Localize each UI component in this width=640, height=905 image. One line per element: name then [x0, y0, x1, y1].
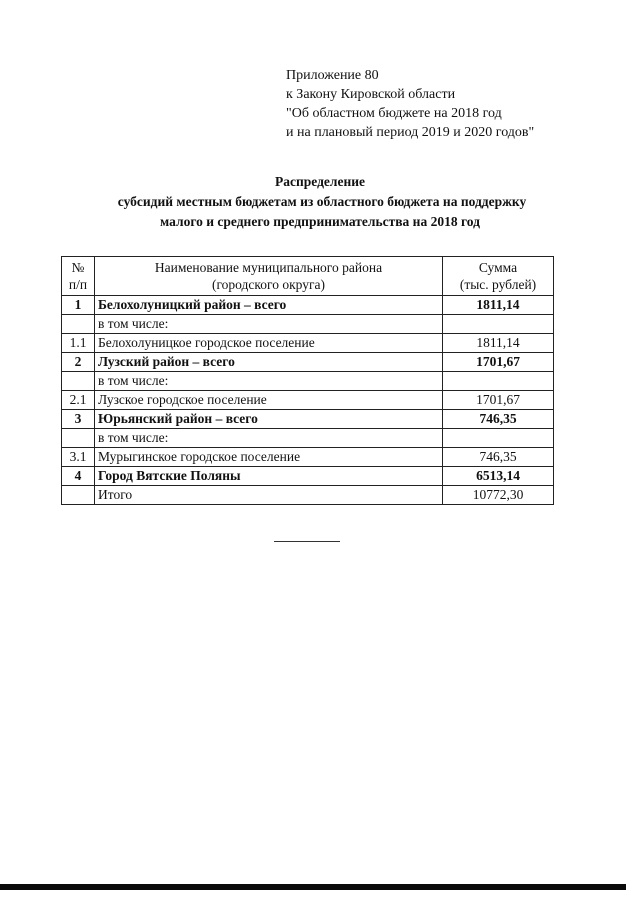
header-sum-line2: (тыс. рублей)	[459, 277, 537, 292]
appendix-law: к Закону Кировской области	[286, 87, 456, 102]
row-sum: 1811,14	[443, 334, 554, 353]
row-name: в том числе:	[95, 429, 443, 448]
table-row	[62, 448, 554, 467]
row-number	[62, 486, 95, 505]
row-number: 4	[62, 467, 95, 486]
row-number	[62, 372, 95, 391]
row-number	[62, 315, 95, 334]
row-sum: 746,35	[443, 410, 554, 429]
table-row	[62, 467, 554, 486]
row-sum	[443, 315, 554, 334]
row-name: Юрьянский район – всего	[95, 410, 443, 429]
budget-table	[61, 256, 554, 505]
row-number: 3.1	[62, 448, 95, 467]
table-row	[62, 391, 554, 410]
row-number	[62, 429, 95, 448]
header-sum-line1: Сумма	[478, 260, 518, 275]
row-sum	[443, 429, 554, 448]
row-number: 2.1	[62, 391, 95, 410]
table-row	[62, 334, 554, 353]
row-sum: 6513,14	[443, 467, 554, 486]
row-sum: 1701,67	[443, 391, 554, 410]
table-row	[62, 296, 554, 315]
row-name: Лузское городское поселение	[95, 391, 443, 410]
document-title: Распределение	[274, 174, 366, 189]
table-row	[62, 429, 554, 448]
row-sum	[443, 372, 554, 391]
appendix-law-title: "Об областном бюджете на 2018 год	[286, 106, 502, 121]
header-name	[95, 257, 443, 296]
document-subtitle-line1: субсидий местным бюджетам из областного бюджета на поддержку	[117, 194, 527, 209]
row-sum: 10772,30	[443, 486, 554, 505]
row-name: в том числе:	[95, 315, 443, 334]
table-row	[62, 353, 554, 372]
table-row	[62, 315, 554, 334]
appendix-block	[286, 66, 534, 142]
row-number: 3	[62, 410, 95, 429]
table-row	[62, 410, 554, 429]
row-sum: 1811,14	[443, 296, 554, 315]
table-row	[62, 372, 554, 391]
header-number-abbr: п/п	[68, 277, 88, 292]
document-subtitle-line2: малого и среднего предпринимательства на 2018 год	[160, 214, 480, 229]
appendix-number: Приложение 80	[286, 68, 379, 83]
row-name: Город Вятские Поляны	[95, 467, 443, 486]
header-name-line2: (городского округа)	[211, 277, 326, 292]
row-name: Белохолуницкий район – всего	[95, 296, 443, 315]
row-sum: 1701,67	[443, 353, 554, 372]
row-name: Мурыгинское городское поселение	[95, 448, 443, 467]
header-name-line1: Наименование муниципального района	[154, 260, 383, 275]
scan-edge-bar	[0, 884, 626, 890]
header-number	[62, 257, 95, 296]
row-name: Лузский район – всего	[95, 353, 443, 372]
appendix-law-period: и на плановый период 2019 и 2020 годов"	[286, 125, 535, 140]
row-name: Итого	[95, 486, 443, 505]
row-name: Белохолуницкое городское поселение	[95, 334, 443, 353]
row-number: 1.1	[62, 334, 95, 353]
row-sum: 746,35	[443, 448, 554, 467]
row-number: 2	[62, 353, 95, 372]
end-separator-line	[274, 541, 340, 542]
row-number: 1	[62, 296, 95, 315]
header-number-symbol: №	[71, 260, 85, 275]
row-name: в том числе:	[95, 372, 443, 391]
table-total-row	[62, 486, 554, 505]
header-sum	[443, 257, 554, 296]
table-header-row	[62, 257, 554, 296]
